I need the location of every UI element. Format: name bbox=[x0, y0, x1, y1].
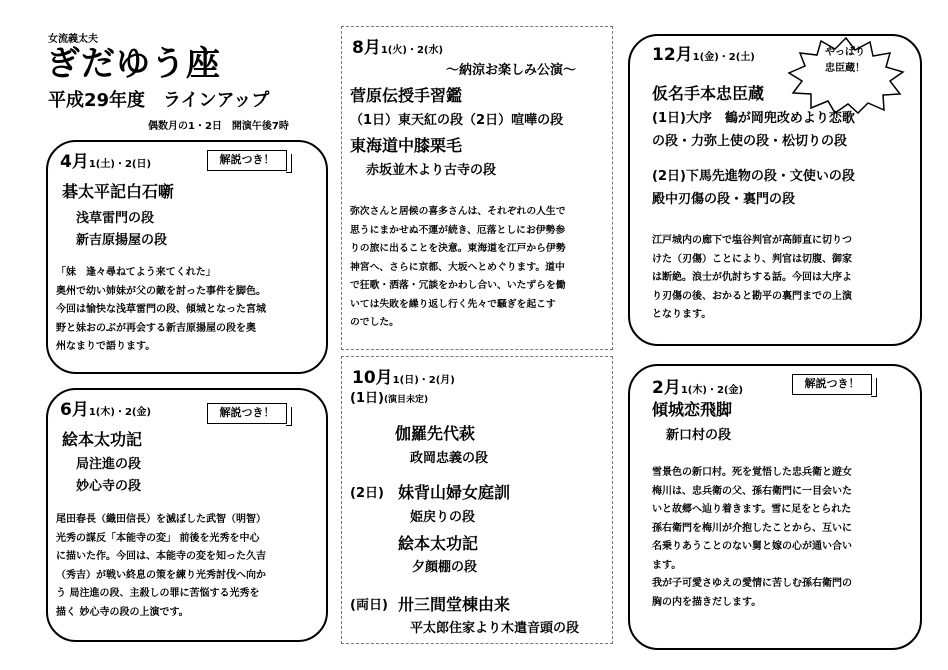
october-play4-title: 卅三間堂棟由来 bbox=[398, 595, 511, 614]
june-desc-line: 光秀の謀反「本能寺の変」 前後を光秀を中心 bbox=[56, 532, 260, 544]
october-day1: (1日) bbox=[350, 391, 384, 406]
burst-line: やっぱり bbox=[825, 47, 865, 58]
june-desc-line: う 局注進の段、主殺しの罪に苦悩する光秀を bbox=[56, 588, 260, 599]
august-desc-line: で狂歌・洒落・冗談をかわし合い、いたずらを働 bbox=[350, 280, 566, 291]
february-desc-line: 孫右衛門を梅川が介抱したことから、互いに bbox=[652, 522, 852, 534]
august-play1-acts: （1日）東天紅の段（2日）喧嘩の段 bbox=[350, 113, 564, 128]
august-desc-line: 思うにまかせぬ不運が続き、厄落としにお伊勢参 bbox=[350, 224, 566, 236]
april-act-2: 新吉原揚屋の段 bbox=[76, 233, 168, 248]
october-play3-act: 夕顔棚の段 bbox=[412, 560, 478, 575]
february-play-title: 傾城恋飛脚 bbox=[652, 400, 733, 419]
february-desc-line: 胸の内を描きだします。 bbox=[652, 596, 762, 608]
august-description bbox=[350, 203, 608, 333]
february-desc-line: 我が子可愛さゆえの愛情に苦しむ孫右衛門の bbox=[652, 578, 852, 589]
april-month bbox=[60, 152, 151, 175]
april-desc-line: 州なまりで語ります。 bbox=[56, 341, 156, 352]
starburst-text bbox=[800, 45, 890, 77]
august-month bbox=[352, 38, 443, 61]
page-subtitle: 平成29年度 ラインアップ bbox=[48, 90, 270, 111]
august-play2-acts: 赤坂並木より古寺の段 bbox=[366, 163, 497, 178]
february-description bbox=[652, 464, 914, 612]
april-play-title: 碁太平記白石噺 bbox=[62, 182, 175, 201]
february-desc-line: ます。 bbox=[652, 559, 682, 571]
december-desc-line: 江戸城内の廊下で塩谷判官が高師直に切りつ bbox=[652, 235, 852, 246]
december-desc-line: は断絶。浪士が仇討ちする話。今回は大序よ bbox=[652, 272, 852, 283]
april-act-1: 浅草雷門の段 bbox=[76, 211, 155, 226]
february-desc-line: 梅川は、忠兵衛の父、孫右衛門に一目会いた bbox=[652, 485, 852, 497]
august-play2-title: 東海道中膝栗毛 bbox=[350, 136, 463, 155]
page-title: ぎだゆう座 bbox=[46, 44, 221, 84]
october-play2-title: 妹背山婦女庭訓 bbox=[398, 483, 511, 502]
august-desc-line: りの旅に出ることを決意。東海道を江戸から伊勢 bbox=[350, 243, 566, 254]
april-desc-line: 奥州で幼い姉妹が父の敵を討った事件を脚色。 bbox=[56, 285, 266, 297]
june-commentary-badge: 解説つき！ bbox=[207, 403, 287, 424]
october-play4-act: 平太郎住家より木遣音頭の段 bbox=[410, 621, 580, 636]
october-day2-label: (2日) bbox=[350, 486, 384, 501]
schedule-note: 偶数月の1・2日 開演午後7時 bbox=[148, 121, 289, 132]
header-kicker: 女流義太夫 bbox=[48, 34, 98, 45]
december-line-3: (2日)下馬先進物の段・文使いの段 bbox=[652, 169, 855, 184]
june-desc-line: に描いた作。今回は、本能寺の変を知った久吉 bbox=[56, 551, 266, 562]
april-description bbox=[56, 264, 322, 357]
december-month-label: 12月 bbox=[652, 45, 693, 65]
june-description bbox=[56, 511, 322, 622]
december-line-2: の段・力弥上使の段・松切りの段 bbox=[652, 134, 848, 149]
february-desc-line: 雪景色の新口村。死を覚悟した忠兵衛と遊女 bbox=[652, 467, 852, 478]
december-line-4: 殿中刃傷の段・裏門の段 bbox=[652, 192, 796, 207]
june-dates: 1(木)・2(金) bbox=[88, 407, 152, 418]
june-desc-line: （秀吉）が戦い終息の策を練り光秀討伐へ向か bbox=[56, 569, 266, 581]
april-desc-line: 今回は愉快な浅草雷門の段、傾城となった宮城 bbox=[56, 304, 266, 315]
august-event-title: ～納涼お楽しみ公演～ bbox=[446, 63, 577, 78]
june-desc-line: 尾田春長（織田信長）を滅ぼした武智（明智） bbox=[56, 514, 266, 525]
december-desc-line: となります。 bbox=[652, 309, 712, 320]
august-play1-title: 菅原伝授手習鑑 bbox=[350, 86, 463, 105]
october-play3-title: 絵本太功記 bbox=[398, 534, 479, 553]
june-act-1: 局注進の段 bbox=[76, 457, 142, 472]
december-description bbox=[652, 232, 910, 325]
june-desc-line: 描く 妙心寺の段の上演です。 bbox=[56, 606, 189, 618]
october-play2-act: 姫戻りの段 bbox=[410, 510, 476, 525]
february-dates: 1(木)・2(金) bbox=[680, 385, 744, 396]
august-desc-line: 弥次さんと居候の喜多さんは、それぞれの人生で bbox=[350, 206, 566, 217]
june-month bbox=[60, 400, 151, 423]
october-dates: 1(日)・2(月) bbox=[392, 375, 455, 386]
june-play-title: 絵本太功記 bbox=[62, 430, 143, 449]
october-play1-act: 政岡忠義の段 bbox=[410, 451, 489, 466]
burst-line: 忠臣蔵！ bbox=[825, 63, 865, 74]
june-act-2: 妙心寺の段 bbox=[76, 479, 142, 494]
june-month-label: 6月 bbox=[60, 400, 89, 420]
october-month bbox=[352, 368, 455, 391]
february-desc-line: 名乗りあうことのない舅と嫁の心が通い合い bbox=[652, 541, 852, 552]
february-month bbox=[652, 378, 743, 401]
february-desc-line: いと故郷へ辿り着きます。雪に足をとられた bbox=[652, 504, 852, 515]
december-desc-line: り刃傷の後、おかると勘平の裏門までの上演 bbox=[652, 290, 852, 302]
february-commentary-badge: 解説つき！ bbox=[792, 374, 872, 395]
october-month-label: 10月 bbox=[352, 368, 393, 388]
april-desc-line: 「妹 逢々尋ねてよう来てくれた」 bbox=[56, 267, 216, 278]
august-desc-line: のでした。 bbox=[350, 317, 399, 328]
april-desc-line: 野と妹おのぶが再会する新吉原揚屋の段を奥 bbox=[56, 322, 256, 334]
december-line-1: (1日)大序 鶴が岡兜改めより恋歌 bbox=[652, 111, 855, 126]
october-day1-label bbox=[350, 390, 428, 409]
december-dates: 1(金)・2(土) bbox=[692, 52, 755, 63]
august-desc-line: いては失敗を繰り返し行く先々で騒ぎを起こす bbox=[350, 298, 556, 310]
october-day1-note: (演目未定) bbox=[383, 395, 429, 405]
april-month-label: 4月 bbox=[60, 152, 89, 172]
december-desc-line: けた（刃傷）ことにより、判官は切腹、御家 bbox=[652, 253, 852, 265]
august-month-label: 8月 bbox=[352, 38, 381, 58]
august-dates: 1(火)・2(水) bbox=[380, 45, 444, 56]
december-play-title: 仮名手本忠臣蔵 bbox=[652, 84, 765, 103]
february-act: 新口村の段 bbox=[666, 428, 732, 443]
february-month-label: 2月 bbox=[652, 378, 681, 398]
december-month bbox=[652, 45, 755, 68]
october-play1-title: 伽羅先代萩 bbox=[395, 424, 476, 443]
april-commentary-badge: 解説つき！ bbox=[207, 150, 287, 171]
april-dates: 1(土)・2(日) bbox=[88, 159, 152, 170]
october-both-days-label: (両日) bbox=[350, 598, 388, 613]
august-desc-line: 神宮へ、さらに京都、大坂へとめぐります。道中 bbox=[350, 261, 565, 273]
